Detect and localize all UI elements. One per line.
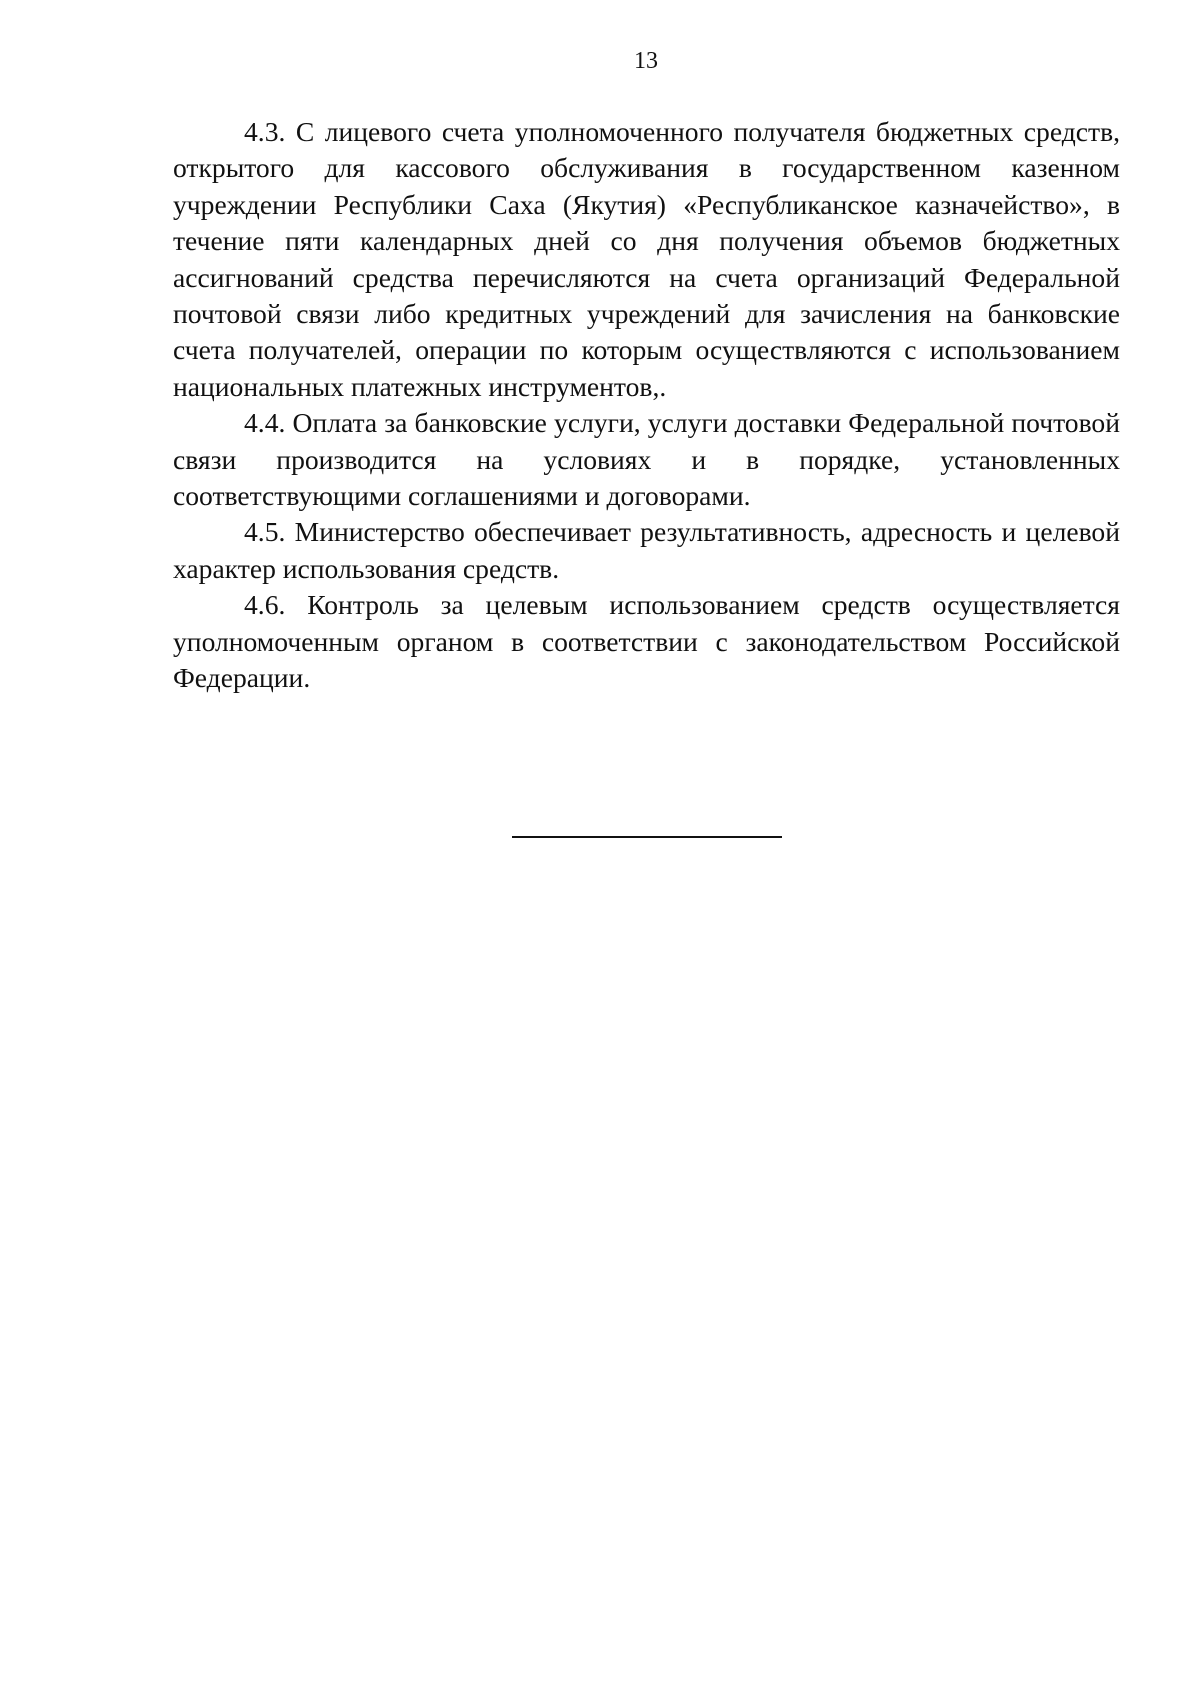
paragraph-4-3: 4.3. С лицевого счета уполномоченного получателя бюджетных средств, открытого для кассового обслуживания в государственном казенном учреждении Республики Саха (Якутия) «Республиканское казначейство», в течение пяти календарных дней со дня получения объемов бюджетных ассигнований средства перечисляются на счета организаций Федеральной почтовой связи либо кредитных учреждений для зачисления на банковские счета получателей, операции по которым осуществляются с использованием национальных платежных инструментов,. xyxy=(173,116,1120,402)
page-number: 13 xyxy=(634,48,658,74)
document-body xyxy=(173,114,1120,697)
paragraph-4-5: 4.5. Министерство обеспечивает результативность, адресность и целевой характер использования средств. xyxy=(173,516,1120,584)
paragraph-4-6: 4.6. Контроль за целевым использованием средств осуществляется уполномоченным органом в соответствии с законодательством Российской Федерации. xyxy=(173,589,1120,694)
end-separator-line xyxy=(512,836,782,838)
paragraph-4-4: 4.4. Оплата за банковские услуги, услуги доставки Федеральной почтовой связи производится на условиях и в порядке, установленных соответствующими соглашениями и договорами. xyxy=(173,407,1120,512)
